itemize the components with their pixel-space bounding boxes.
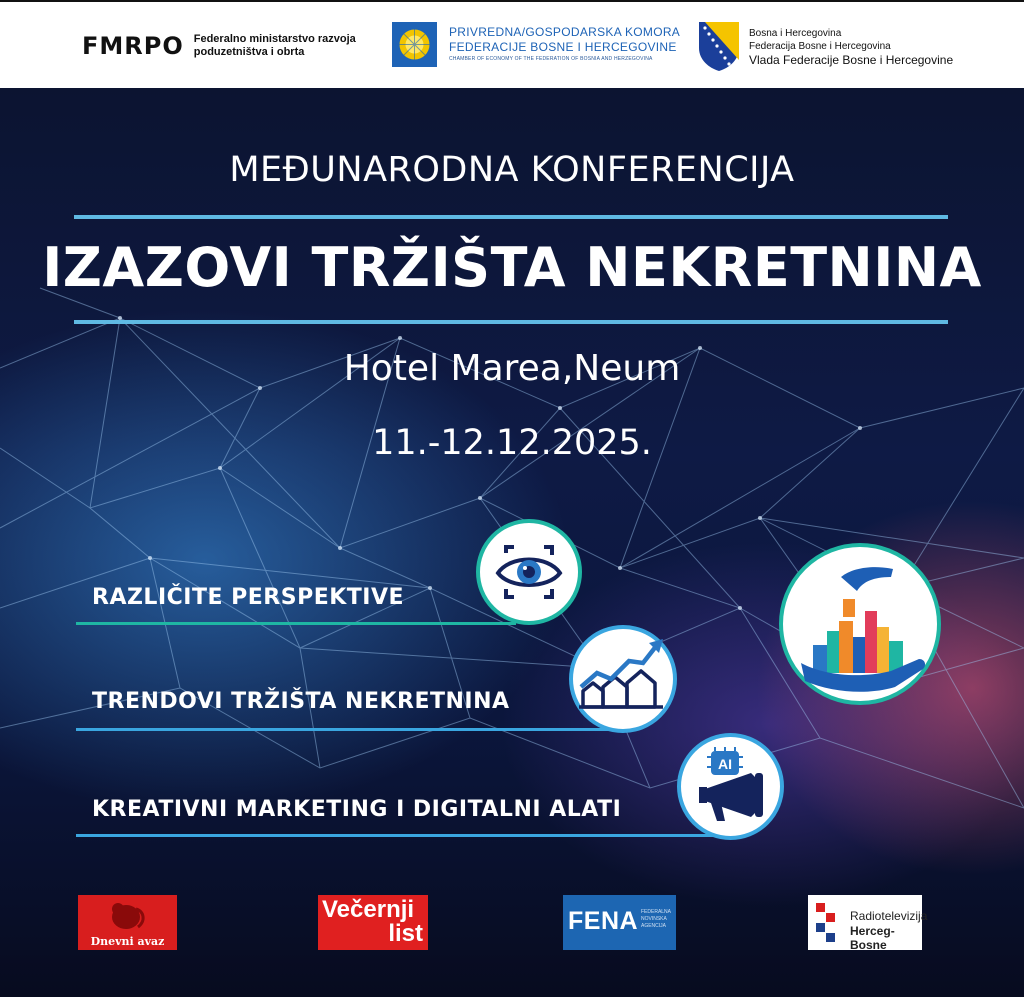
event-subtitle: MEĐUNARODNA KONFERENCIJA (229, 150, 795, 190)
bih-coat-of-arms-icon (697, 20, 741, 72)
vecernji-line1: Večernji (322, 896, 415, 923)
fmrpo-logo (82, 32, 356, 60)
poster-main (0, 88, 1024, 997)
government-line2: Federacija Bosne i Hercegovina (749, 41, 891, 52)
government-line3: Vlada Federacije Bosne i Hercegovine (749, 53, 954, 67)
fena-logo (563, 895, 676, 950)
government-line1: Bosna i Hercegovina (749, 28, 842, 39)
topic-label-marketing: KREATIVNI MARKETING I DIGITALNI ALATI (92, 797, 622, 822)
fmrpo-name (194, 33, 356, 59)
fmrpo-line1: Federalno ministarstvo razvoja (193, 33, 356, 45)
ai-badge-text: AI (718, 756, 732, 772)
event-venue: Hotel Marea,Neum (343, 348, 681, 389)
fena-name: FENA (568, 907, 639, 935)
chamber-line1: PRIVREDNA/GOSPODARSKA KOMORA (449, 25, 681, 39)
topic-underline-marketing (76, 834, 726, 837)
government-logo (697, 20, 953, 72)
chamber-logo (392, 22, 680, 67)
ai-megaphone-icon (677, 733, 784, 840)
avaz-emblem-icon (78, 895, 177, 935)
event-title: IZAZOVI TRŽIŠTA NEKRETNINA (42, 236, 982, 299)
title-top-rule (74, 215, 948, 219)
topic-underline-trends (76, 728, 616, 731)
chamber-name (449, 25, 680, 64)
rtv-line1: Radiotelevizija (850, 909, 928, 923)
hand-buildings-icon (779, 543, 941, 705)
topic-underline-perspectives (76, 622, 516, 625)
fena-subtitle: FEDERALNA NOVINSKA AGENCIJA (641, 909, 671, 929)
eye-icon (476, 519, 582, 625)
chamber-sun-icon (392, 22, 437, 67)
header-logos-bar (0, 0, 1024, 88)
avaz-name: Dnevni avaz (90, 935, 165, 948)
rising-chart-houses-icon (569, 625, 677, 733)
chamber-line3: CHAMBER OF ECONOMY OF THE FEDERATION OF BOSNIA AND HERZEGOVINA (449, 56, 653, 62)
vecernji-list-logo (318, 895, 428, 950)
vecernji-line2: list (388, 920, 423, 947)
dnevni-avaz-logo (78, 895, 177, 950)
event-date: 11.-12.12.2025. (372, 423, 652, 463)
rtv-herceg-bosne-logo (808, 895, 928, 952)
fmrpo-mark: FMRPO (82, 32, 184, 60)
chamber-line2: FEDERACIJE BOSNE I HERCEGOVINE (449, 40, 677, 54)
topic-label-perspectives: RAZLIČITE PERSPEKTIVE (92, 585, 405, 610)
topic-label-trends: TRENDOVI TRŽIŠTA NEKRETNINA (92, 689, 510, 714)
title-bottom-rule (74, 320, 948, 324)
rtv-line2: Herceg-Bosne (850, 924, 895, 952)
government-name (749, 20, 953, 67)
fmrpo-line2: poduzetništva i obrta (193, 46, 305, 58)
rtv-squares-icon (816, 903, 846, 943)
